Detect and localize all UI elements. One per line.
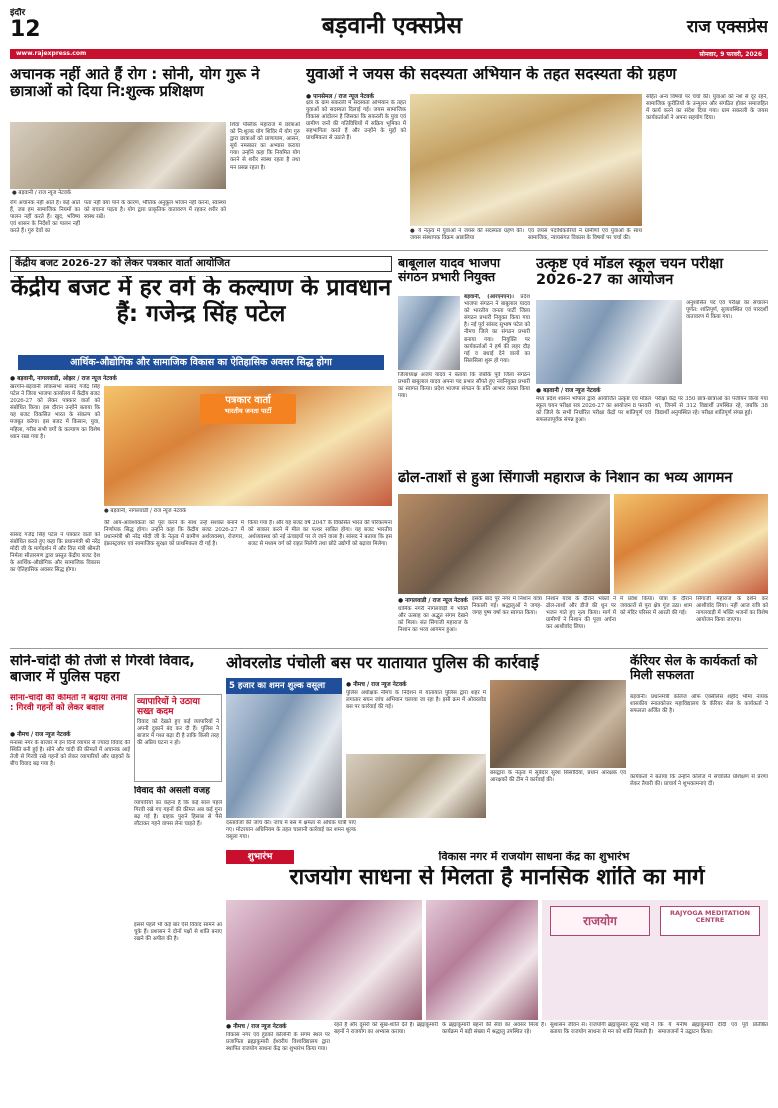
career-headline: कॅरियर सेल के कार्यकर्ता को मिली सफलता — [630, 654, 758, 682]
school-headline: उत्कृष्ट एवं मॉडल स्कूल चयन परीक्षा 2026-27 का आयोजन — [536, 256, 724, 289]
rajyog-body-1: विकास नगर एवं हुडको कॉलोनी के संगम स्थल पर प्रजापिता ब्रह्माकुमारी ईश्वरीय विश्वविद्यालय द्वारा स्थापित राजयोग साधना केंद्र का शुभारंभ किया गया। — [226, 1032, 330, 1053]
baburam-body-1 — [464, 294, 530, 370]
yoga-body-3: पता नहीं क्या पाने के कारण, भौतिक अनुकूल भोजन नहीं करना, स्वास्थ्य को बचाना पड़ता है। योग द्वारा प्राकृतिक वातावरण में रहकर शरीर को स्वस्थ रखें। — [84, 200, 226, 221]
dhol-body-5: सिंगाजी महाराज के दर्शन कर आशीर्वाद लिया। नहीं आज रात्रि को नागलवाड़ी में भक्ति भजनों का विशेष आयोजन किया जाएगा। — [696, 596, 768, 624]
website-link[interactable]: www.rajexpress.com — [16, 50, 87, 57]
budget-body-2: सांसद गजेंद्र सिंह पटेल ने पत्रकार वार्ता को संबोधित करते हुए कहा कि प्रधानमंत्री श्री नरेंद्र मोदी जी के मार्गदर्शन में और वित्त मंत्री श्रीमती निर्मला सीतारमण द्वारा प्रस्तुत केंद्रीय बजट देश के आर्थिक-औद्योगिक और सामाजिक विकास का ऐतिहासिक अवसर सिद्ध होगा। — [10, 532, 100, 574]
jayas-photo — [410, 94, 642, 226]
yoga-body-1: रोग अचानक नहीं आते हैं। कई आते हैं, जब हम सामाजिक नियमों का पालन नहीं करते हैं। खुद, भविष्य एवं शासन के निर्देशों का पालन नहीं करते हैं। गुरु देवों का — [10, 200, 80, 235]
baburam-body-1-text: प्रदेश भाजपा संगठन ने बाबूलाल यादव को भारतीय जनता पार्टी जिला संगठन प्रभारी नियुक्त किया गया है। नई पूर्व सांसद सुभाष पटेल को नीमच जिले का संगठन प्रभारी बनाया गया। नियुक्ति पर कार्यकर्ताओं ने हर्ष की लहर दौड़ गई व बधाई देने वालों का सिलसिला शुरू हो गया। — [464, 294, 530, 364]
dhol-body-2: इसके बाद पूरे नगर में निशान यात्रा निकाली गई। श्रद्धालुओं ने जगह-जगह पुष्प वर्षा कर स्वागत किया। — [472, 596, 542, 617]
budget-photo-caption: ● बड़वानी, नागलवाडी / राज न्यूज नेटवर्क — [104, 508, 187, 514]
rajyog-photo-1 — [226, 900, 422, 1020]
silver-sidebar-body: विवाद को देखते हुए कई व्यापारियों ने अपनी दुकानें बंद कर दी हैं। पुलिस ने बाजार में गश्त बढ़ा दी है ताकि किसी तरह की अप्रिय घटना न हो। — [137, 719, 219, 747]
rajyog-body-4: सुशासन जीवन से। राजयोगी ब्रह्माकुमार सुरेंद्र भाई ने बताया कि राजयोग साधना से मन को शांति मिलती है। — [550, 1022, 654, 1036]
rajyog-banner-left — [550, 906, 650, 936]
rajyog-headline: राजयोग साधना से मिलता है मानसिक शांति का मार्ग — [289, 866, 705, 890]
rajyog-banner-right-text: RAJYOGA MEDITATION CENTRE — [669, 909, 751, 925]
silver-headline: सोने-चांदी की तेजी से गिरवी विवाद, बाजार में पुलिस पहरा — [10, 654, 195, 685]
school-body-1: अनुशासित पद एवं परीक्षा का संचालन पूर्णत: शांतिपूर्ण, सुव्यवस्थित एवं पारदर्शी वातावरण में किया गया। — [686, 300, 768, 321]
budget-subhead: आर्थिक-औद्योगिक और सामाजिक विकास का ऐतिहासिक अवसर सिद्ध होगा — [70, 357, 332, 368]
rajyog-tag-text: शुभारंभ — [247, 852, 273, 862]
budget-photo — [104, 386, 392, 506]
silver-sidebar — [134, 694, 222, 782]
silver-sidebar-head: व्यापारियों ने उठाया सख्त कदम — [137, 697, 200, 718]
overload-body-1: पुलिस अधीक्षक नीमच के निर्देशन में यातायात पुलिस द्वारा शहर में लगातार सघन जांच अभियान चलाया जा रहा है। इसी क्रम में ओवरलोड बस पर कार्रवाई की गई। — [346, 690, 486, 711]
dhol-photo-2 — [614, 494, 768, 594]
divider — [10, 648, 768, 649]
city-name: इंदौर — [10, 8, 26, 18]
jayas-body-3: एवं जयस पदाधिकारियों ने ग्रामीणों एवं युवाओं के साथ सामाजिक, न्यायसंगत विकास के विषयों पर चर्चा की। — [528, 228, 642, 242]
school-body-3: परीक्षा केंद्र पर 350 छात्र-छात्राओं का पंजीयन किया गया था, जिनमें से 312 विद्यार्थी उपस्थित रहे, जबकि 38 विद्यार्थी अनुपस्थित रहे। परीक्षा शांतिपूर्ण संपन्न हुई। — [655, 396, 768, 417]
silver-body-1: मनासा नगर के बाजार में इन दिनों व्यापार से ज्यादा विवाद की स्थिति बनी हुई है। सोने और चांदी की कीमतों में अचानक आई तेजी से गिरवी रखे गहनों को लेकर व्यापारियों और ग्राहकों के बीच विवाद बढ़ गया है। — [10, 740, 130, 768]
baburam-byline: बड़वानी, (आरएनएन)। — [464, 294, 514, 300]
dhol-byline: ● नागलवाडी / राज न्यूज नेटवर्क — [398, 598, 468, 604]
rajyog-body-3: के ब्रह्माकुमारी बहनों की सेवा का अवसर मिला है। कार्यक्रम में बड़ी संख्या में श्रद्धालु उपस्थित रहे। — [442, 1022, 546, 1036]
overload-body-2: दस्तावेजों की जांच की। जांच में बस में क्षमता से अधिक यात्री पाए गए। मोटरयान अधिनियम के तहत चालानी कार्रवाई कर शमन शुल्क वसूला गया। — [226, 820, 356, 841]
jayas-body-4: सहित अन्य विषयों पर चर्चा की। युवाओं को नशे से दूर रहने, सामाजिक कुरीतियों के उन्मूलन और संगठित होकर समाजहित में कार्य करने का संदेश दिया गया। ग्राम सकरली के जयस कार्यकर्ताओं ने अपना सहयोग दिया। — [646, 94, 768, 122]
rajyog-body-5: कि ये मनीष ब्रह्माकुमारी दीदी एवं पूर्व प्रतिष्ठित समाजजनों ने उद्घाटन किया। — [658, 1022, 768, 1036]
overload-headline: ओवरलोड पंचोली बस पर यातायात पुलिस की कार्रवाई — [226, 654, 539, 672]
silver-kicker: सोना-चांदी की कीमतों ने बढ़ाया तनाव : गिरवी गहनों को लेकर बवाल — [10, 694, 128, 713]
budget-body-1: खरगोन-बड़वानी लोकसभा सांसद गजेंद्र सिंह पटेल ने जिला भाजपा कार्यालय में केंद्रीय बजट 2026-27 को लेकर पत्रकार वार्ता को संबोधित किया। इस दौरान उन्होंने बताया कि यह बजट विकसित भारत के संकल्प को मजबूत करेगा। इस बजट में किसान, युवा, महिला, गरीब सभी वर्गों के कल्याण का विशेष ध्यान रखा गया है। — [10, 384, 100, 440]
overload-body-3: बसद्वारा के नेतृत्व में सूबेदार सुरेश सिसोदिया, प्रधान आरक्षक एवं आरक्षकों की टीम ने कार्रवाई की। — [490, 770, 626, 784]
budget-byline: ● बड़वानी, नागलवाडी, ओझर / राज न्यूज नेटवर्क — [10, 376, 117, 382]
newspaper-title-text: बड़वानी एक्सप्रेस — [321, 13, 463, 39]
silver-body-3: इससे पहले भी कई बार ऐसे विवाद सामने आ चुके हैं। प्रशासन ने दोनों पक्षों से शांति बनाए रखने की अपील की है। — [134, 922, 222, 943]
overload-photo-2 — [346, 754, 486, 818]
budget-subhead-bar — [18, 355, 384, 370]
overload-photo-3 — [490, 680, 626, 768]
yoga-body-2: शिवा पब्लिक महाराज में छात्राओं को नि:शुल्क योग शिविर में योग गुरु द्वारा छात्राओं को प्राणायाम, आसन, सूर्य नमस्कार का अभ्यास कराया गया। उन्होंने कहा कि नियमित योग करने से शरीर स्वस्थ रहता है तथा मन प्रसन्न रहता है। — [230, 122, 300, 171]
silver-subhead-2: विवाद की असली वजह — [134, 786, 210, 796]
jayas-body-1: क्षेत्र के ग्राम सकरली में सदस्यता अभियान के तहत युवाओं को सदस्यता दिलाई गई। जयस सामाजिक विकास आंदोलन है जिसका कि सकरली के युवा एवं ग्रामीण जनों की गतिविधियों में सक्रिय भूमिका में सहभागिता करते हैं और उन्होंने के मुद्दों को प्राथमिकता से उठाते हैं। — [306, 100, 406, 142]
yoga-photo-caption: ● बड़वानी / राज न्यूज नेटवर्क — [10, 189, 226, 198]
divider — [10, 250, 768, 251]
rajyog-byline: ● नीमच / राज न्यूज नेटवर्क — [226, 1024, 287, 1030]
school-byline: ● बड़वानी / राज न्यूज नेटवर्क — [536, 388, 601, 394]
dhol-body-1: धार्मिक नगरी नागलवाड़ी में भक्ति और उत्साह का अद्भुत संगम देखने को मिला। संत सिंगाजी महाराज के निशान का भव्य आगमन हुआ। — [398, 606, 468, 634]
press-banner — [200, 394, 296, 424]
baburam-body-2: जिलाध्यक्ष अजय यादव ने बताया कि जबकि पूर्व जिला संगठन प्रभारी बाबूलाल यादव अपना पद प्रभार सौंपते हुए नवनियुक्त प्रभारी का स्वागत किया। प्रदेश भाजपा संगठन के प्रति आभार व्यक्त किया गया। — [398, 372, 530, 400]
press-banner-title: पत्रकार वार्ता — [225, 395, 271, 406]
masthead-strip — [10, 49, 768, 59]
silver-byline: ● नीमच / राज न्यूज नेटवर्क — [10, 732, 71, 738]
rajyog-tag — [226, 850, 294, 864]
overload-photo-1 — [226, 678, 342, 818]
budget-kicker-box — [10, 256, 392, 272]
page-number: 12 — [10, 17, 41, 43]
rajyog-photo-3 — [542, 900, 768, 1020]
dhol-body-4: में प्रवेश किया। यात्रा के दौरान जयकारों से पूरा क्षेत्र गूंज उठा। शाम को मंदिर परिसर में आरती की गई। — [620, 596, 692, 617]
jayas-caption: ● ये नेतृत्व में युवाओं ने जयस की सदस्यता ग्रहण की। जयस संस्थापक विक्रम अछालिया — [410, 228, 524, 242]
overload-byline: ● नीमच / राज न्यूज नेटवर्क — [346, 682, 407, 688]
issue-date: सोमवार, 9 फरवरी, 2026 — [699, 51, 762, 58]
dhol-photo-1 — [398, 494, 610, 594]
jayas-byline: ● पानसेमल / राज न्यूज नेटवर्क — [306, 94, 374, 100]
yoga-headline: अचानक नहीं आते हैं रोग : सोनी, योग गुरू ने छात्राओं को दिया नि:शुल्क प्रशिक्षण — [10, 66, 260, 100]
newspaper-title — [262, 10, 522, 46]
budget-body-4: किया गया है। और यह बजट वर्ष 2047 के विकसित भारत की परिकल्पना को साकार करने में मील का पत्थर साबित होगा। यह बजट भारतीय अर्थव्यवस्था को नई ऊंचाइयों पर ले जाने वाला है। सांसद ने बताया कि इस बजट से मध्यम वर्ग को राहत मिलेगी तथा छोटे उद्योगों को बढ़ावा मिलेगा। — [248, 520, 392, 548]
overload-bar — [226, 678, 342, 694]
baburam-photo — [398, 296, 460, 370]
rajyog-banner-left-text: राजयोग — [583, 914, 617, 928]
baburam-headline: बाबूलाल यादव भाजपा संगठन प्रभारी नियुक्त — [398, 256, 501, 284]
rajyog-body-2: रहते हैं और दूसरों को सुख-शांति देते हैं। ब्रह्माकुमारी बहनों ने राजयोग का अभ्यास कराया। — [334, 1022, 438, 1036]
brand-block — [568, 18, 768, 46]
page-header-left — [10, 8, 70, 52]
brand-name: राज एक्सप्रेस — [686, 18, 768, 37]
dhol-headline: ढोल-ताशों से हुआ सिंगाजी महाराज के निशान का भव्य आगमन — [398, 470, 733, 486]
school-body-2: मध्य प्रदेश शासन भोपाल द्वारा आयोजित उत्कृष्ट एवं मॉडल स्कूल चयन परीक्षा सत्र 2026-27 का आयोजन 8 फरवरी को जिले के सभी निर्धारित परीक्षा केंद्रों पर शांतिपूर्ण एवं सफलतापूर्वक संपन्न हुआ। — [536, 396, 651, 424]
career-body-1: बड़वानी। प्रधानमंत्री कॉलेज ऑफ एक्सीलेंस शहीद भीमा नायक शासकीय स्नातकोत्तर महाविद्यालय के कॅरियर सेल के कार्यकर्ता ने सफलता अर्जित की है। — [630, 694, 768, 715]
budget-headline: केंद्रीय बजट में हर वर्ग के कल्याण के प्रावधान हैं: गजेन्द्र सिंह पटेल — [10, 276, 392, 327]
rajyog-banner-right — [660, 906, 760, 936]
jayas-headline: युवाओं ने जयस की सदस्यता अभियान के तहत सदस्यता की ग्रहण — [306, 66, 677, 83]
rajyog-photo-2 — [426, 900, 538, 1020]
yoga-photo — [10, 122, 226, 198]
overload-bar-text: 5 हजार का शमन शुल्क वसूला — [229, 681, 326, 691]
career-body-2: कार्यकर्ता ने बताया कि उन्होंने कॉलेज में संचालित प्रशिक्षण से प्रेरणा लेकर तैयारी की। प्राचार्य ने शुभकामनाएं दीं। — [630, 774, 768, 788]
budget-body-3: की आय-आवश्यकता को पूरा करने के साथ उन्हें सशक्त बनाने में निर्णायक सिद्ध होगा। उन्होंने कहा कि केंद्रीय बजट 2026-27 में प्रधानमंत्री श्री नरेंद्र मोदी जी के नेतृत्व में ग्रामीण अर्थव्यवस्था, रोजगार, इंफ्रास्ट्रक्चर एवं सामाजिक सुरक्षा को प्राथमिकता दी गई है। — [104, 520, 244, 548]
silver-body-2: व्यापारियों का कहना है कि कई साल पहले गिरवी रखे गए गहनों की कीमत अब कई गुना बढ़ गई है। ग्राहक पुराने हिसाब से पैसे लौटाकर गहने वापस लेना चाहते हैं। — [134, 800, 222, 828]
rajyog-kicker: विकास नगर में राजयोग साधना केंद्र का शुभारंभ — [438, 851, 630, 863]
school-photo — [536, 300, 682, 384]
budget-kicker: केंद्रीय बजट 2026-27 को लेकर पत्रकार वार्ता आयोजित — [15, 258, 230, 269]
press-banner-sub: भारतीय जनता पार्टी — [224, 407, 272, 415]
dhol-body-3: निशान यात्रा के दौरान भक्तों ने ढोल-ताशों और डीजे की धुन पर भजन गाते हुए नृत्य किया। मार्ग में ग्रामीणों ने निशान की पूजा अर्चना कर आशीर्वाद लिया। — [546, 596, 616, 631]
